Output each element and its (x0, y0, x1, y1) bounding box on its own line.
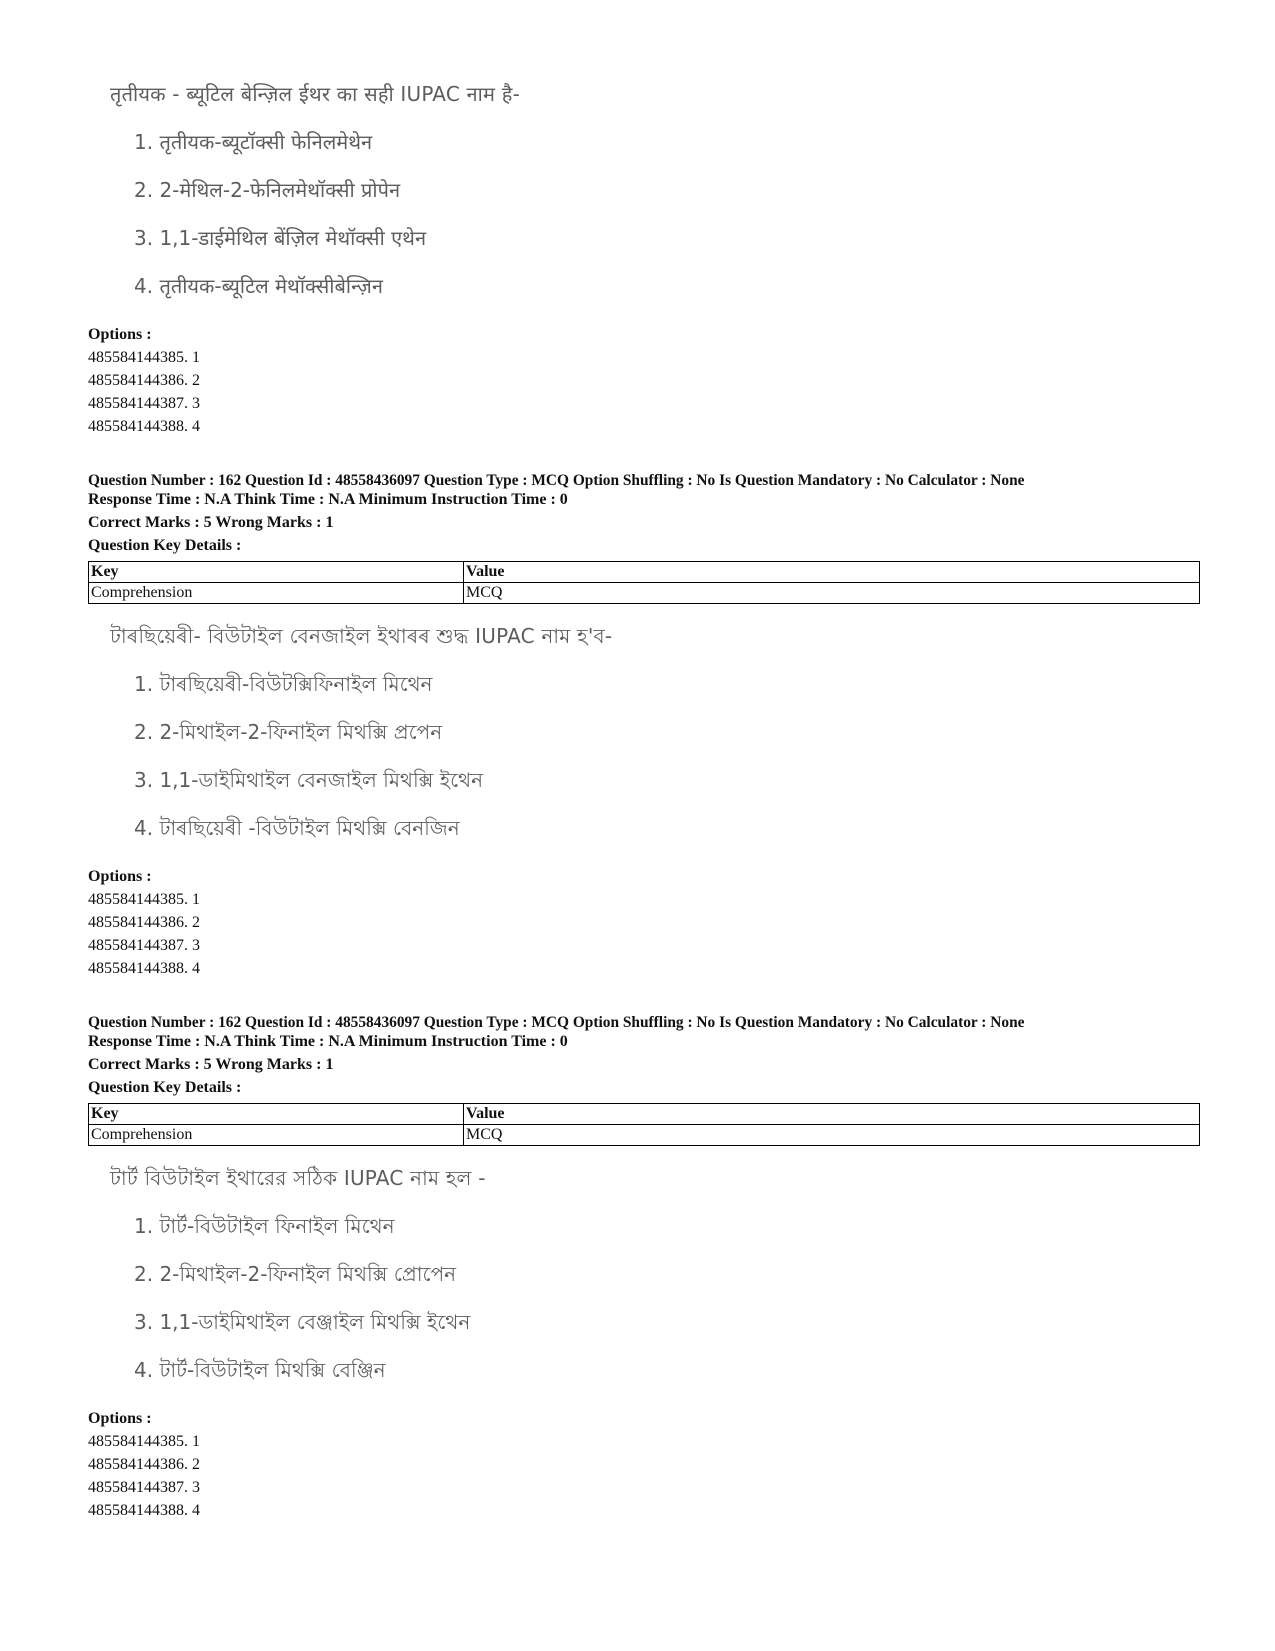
table-header-cell: Key (89, 562, 464, 583)
key-details-table (88, 561, 1200, 604)
question-stem: টাৰছিয়েৰী- বিউটাইল বেনজাইল ইথাৰৰ শুদ্ধ IUPAC নাম হ'ব- (110, 624, 613, 648)
table-header-cell: Value (464, 1104, 1200, 1125)
table-cell: MCQ (464, 1125, 1200, 1146)
option-item: 485584144386. 2 (88, 1456, 200, 1473)
table-cell: Comprehension (89, 1125, 464, 1146)
option-item: 485584144387. 3 (88, 937, 200, 954)
question-choice: 1. तृतीयक-ब्यूटॉक्सी फेनिलमेथेन (134, 130, 373, 154)
key-details-table (88, 1103, 1200, 1146)
question-choice: 3. 1,1-ডাইমিথাইল বেঞ্জাইল মিথক্সি ইথেন (134, 1310, 471, 1334)
option-item: 485584144388. 4 (88, 1502, 200, 1519)
question-choice: 1. টাৰছিয়েৰী-বিউটক্সিফিনাইল মিথেন (134, 672, 433, 696)
question-choice: 2. 2-মিথাইল-2-ফিনাইল মিথক্সি প্ৰপেন (134, 720, 443, 744)
table-row (89, 1125, 1200, 1146)
question-stem: तृतीयक - ब्यूटिल बेन्ज़िल ईथर का सही IUPAC नाम है- (110, 82, 520, 106)
option-item: 485584144388. 4 (88, 418, 200, 435)
table-cell: Comprehension (89, 583, 464, 604)
options-label: Options : (88, 326, 152, 343)
option-item: 485584144385. 1 (88, 891, 200, 908)
key-details-label: Question Key Details : (88, 537, 242, 554)
table-row (89, 583, 1200, 604)
question-meta-line: Response Time : N.A Think Time : N.A Minimum Instruction Time : 0 (88, 1033, 568, 1050)
question-choice: 3. 1,1-ডাইমিথাইল বেনজাইল মিথক্সি ইথেন (134, 768, 484, 792)
table-header-cell: Value (464, 562, 1200, 583)
question-choice: 4. तृतीयक-ब्यूटिल मेथॉक्सीबेन्ज़िन (134, 274, 383, 298)
question-choice: 2. 2-মিথাইল-2-ফিনাইল মিথক্সি প্রোপেন (134, 1262, 457, 1286)
option-item: 485584144386. 2 (88, 914, 200, 931)
marks-line: Correct Marks : 5 Wrong Marks : 1 (88, 514, 334, 531)
question-meta-line: Question Number : 162 Question Id : 48558436097 Question Type : MCQ Option Shuffling : No Is Question Mandatory : No Calculator : None (88, 1014, 1025, 1031)
option-item: 485584144386. 2 (88, 372, 200, 389)
marks-line: Correct Marks : 5 Wrong Marks : 1 (88, 1056, 334, 1073)
question-choice: 4. টার্ট-বিউটাইল মিথক্সি বেঞ্জিন (134, 1358, 386, 1382)
table-header-row (89, 1104, 1200, 1125)
key-details-label: Question Key Details : (88, 1079, 242, 1096)
question-choice: 3. 1,1-डाईमेथिल बेंज़िल मेथॉक्सी एथेन (134, 226, 427, 250)
option-item: 485584144387. 3 (88, 395, 200, 412)
question-choice: 4. টাৰছিয়েৰী -বিউটাইল মিথক্সি বেনজিন (134, 816, 460, 840)
question-meta-line: Response Time : N.A Think Time : N.A Minimum Instruction Time : 0 (88, 491, 568, 508)
question-stem: টার্ট বিউটাইল ইথারের সঠিক IUPAC নাম হল - (110, 1166, 486, 1190)
option-item: 485584144385. 1 (88, 1433, 200, 1450)
question-choice: 2. 2-मेथिल-2-फेनिलमेथॉक्सी प्रोपेन (134, 178, 401, 202)
question-meta-line: Question Number : 162 Question Id : 48558436097 Question Type : MCQ Option Shuffling : No Is Question Mandatory : No Calculator : None (88, 472, 1025, 489)
question-choice: 1. টার্ট-বিউটাইল ফিনাইল মিথেন (134, 1214, 395, 1238)
options-label: Options : (88, 868, 152, 885)
option-item: 485584144385. 1 (88, 349, 200, 366)
table-header-row (89, 562, 1200, 583)
option-item: 485584144387. 3 (88, 1479, 200, 1496)
options-label: Options : (88, 1410, 152, 1427)
table-cell: MCQ (464, 583, 1200, 604)
option-item: 485584144388. 4 (88, 960, 200, 977)
table-header-cell: Key (89, 1104, 464, 1125)
